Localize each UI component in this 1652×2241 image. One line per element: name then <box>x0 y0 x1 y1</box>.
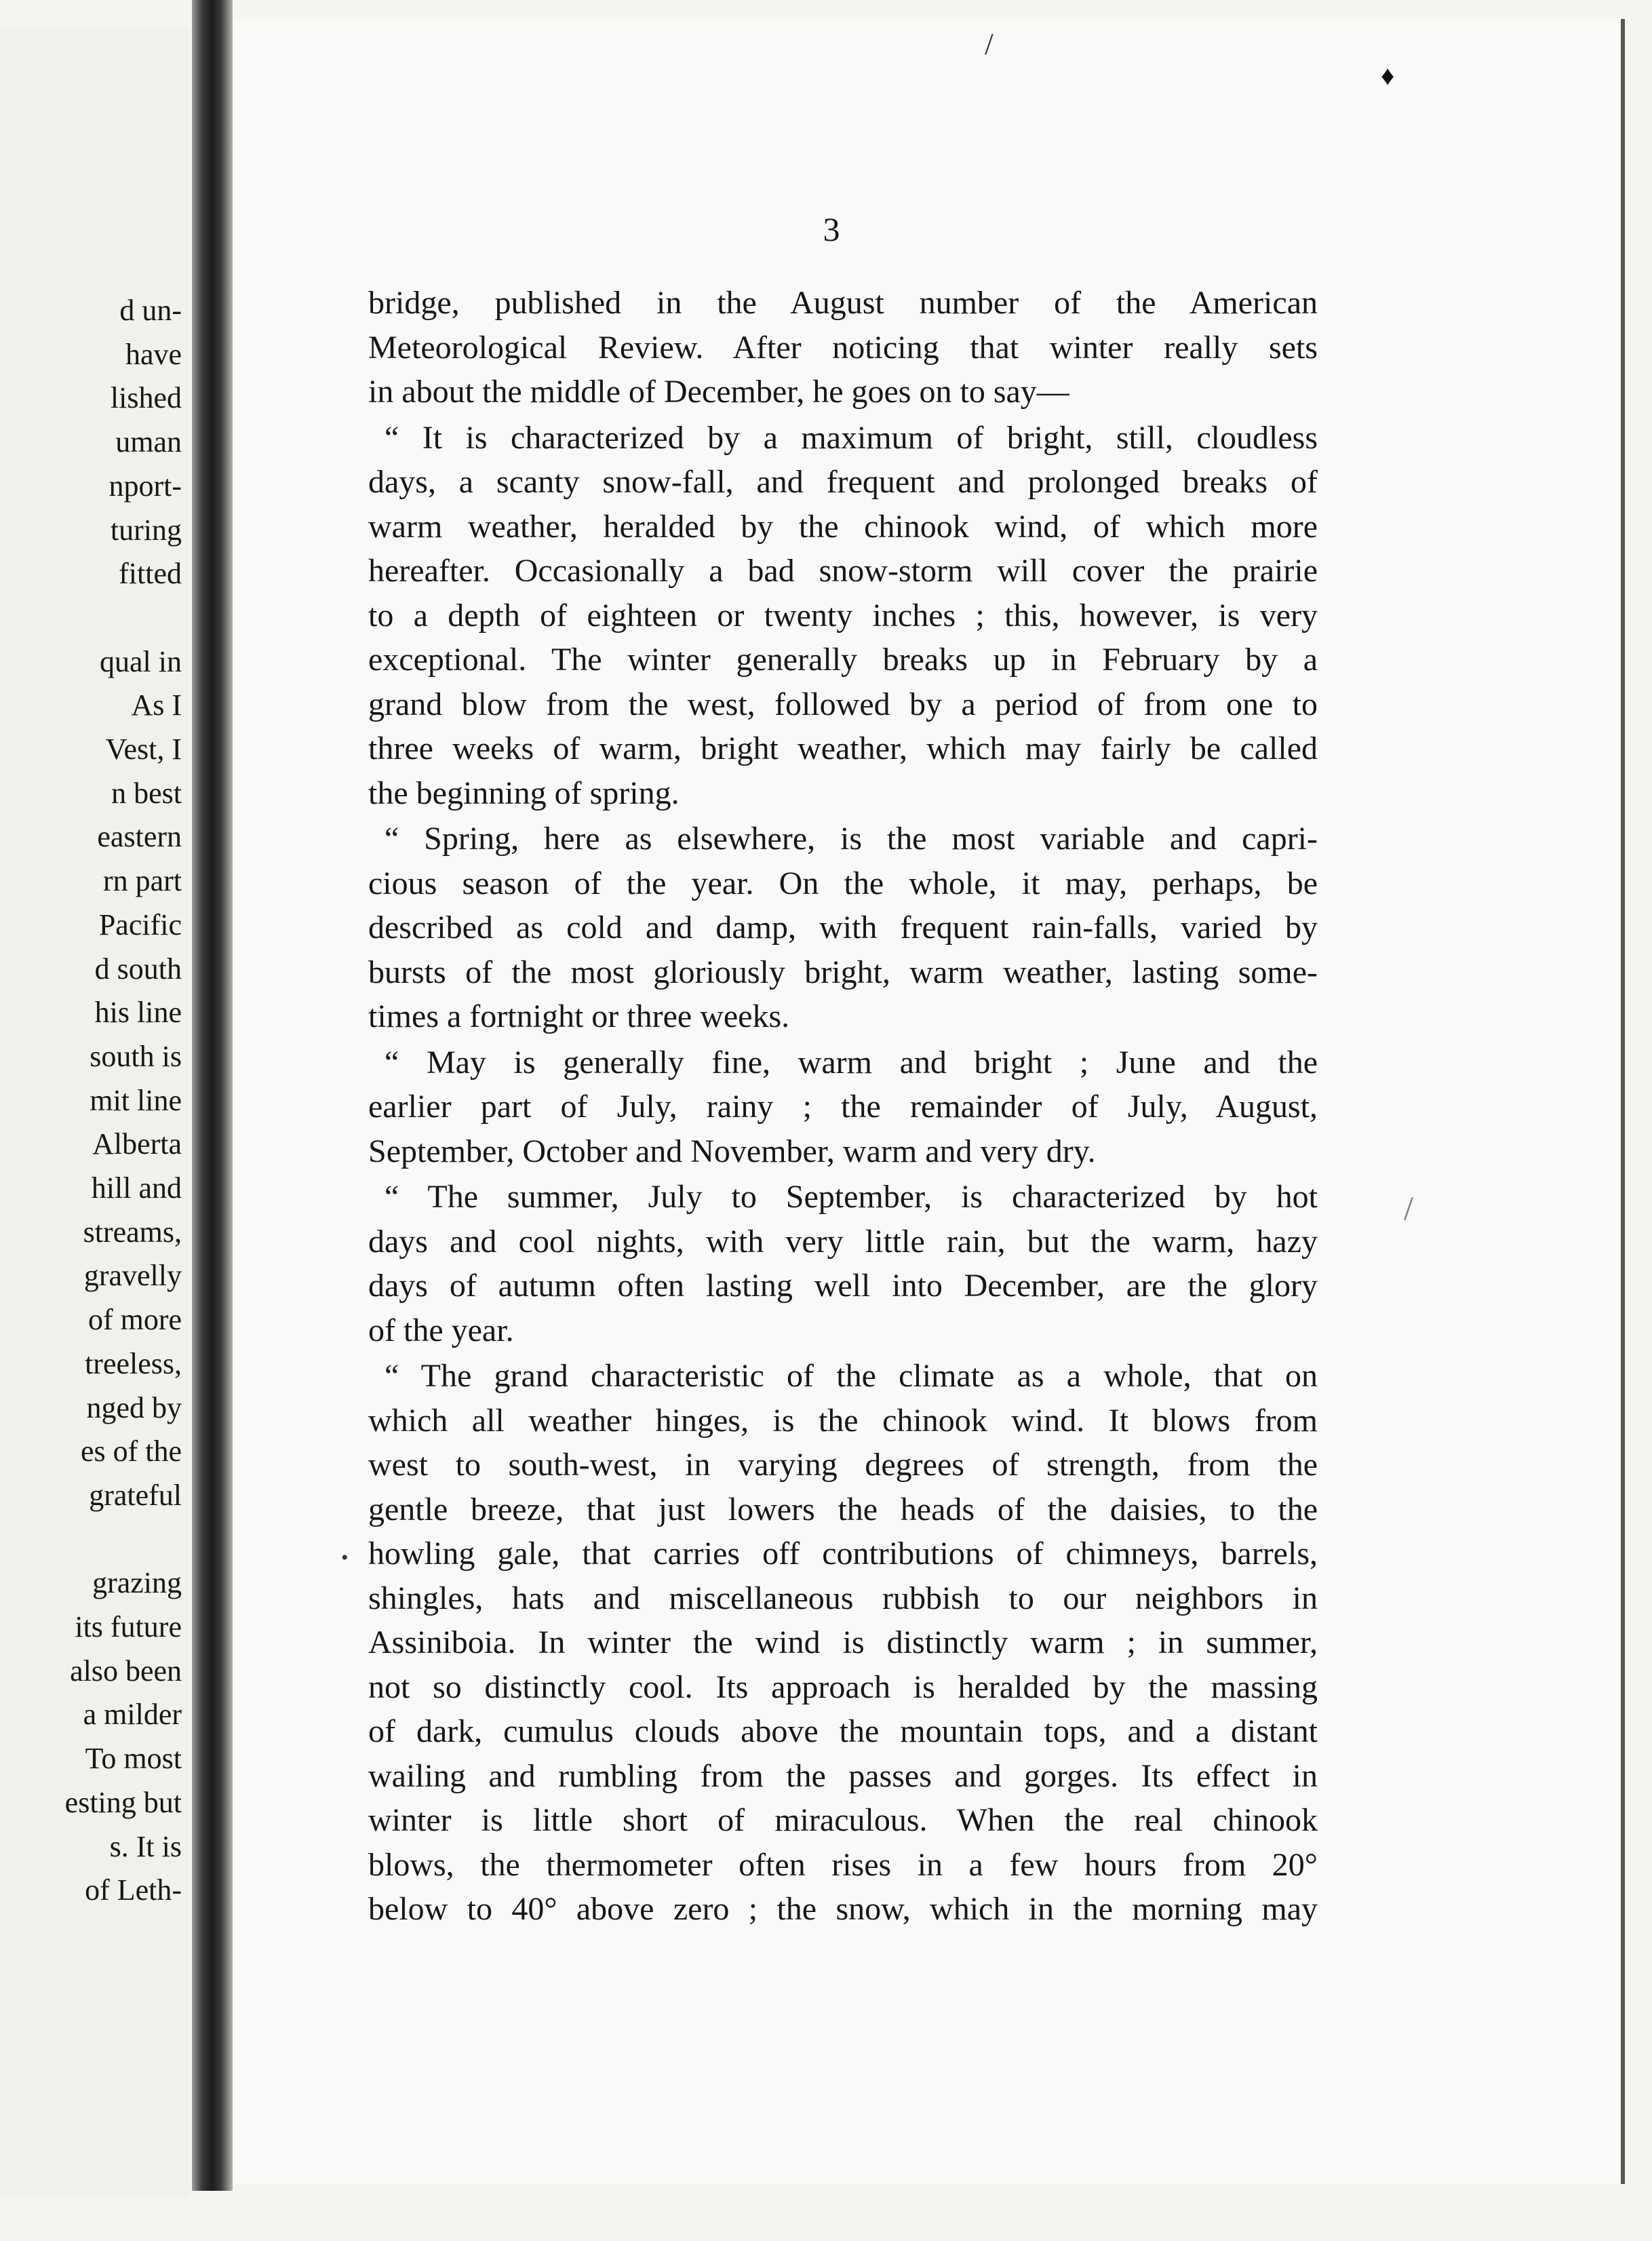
text-line: hereafter. Occasionally a bad snow-storm will cover the prairie <box>368 553 1318 589</box>
left-page-line: fitted <box>119 557 182 591</box>
text-line: exceptional. The winter generally breaks up in February by a <box>368 642 1318 678</box>
left-page-line: As I <box>131 688 182 722</box>
text-line: of dark, cumulus clouds above the mountain tops, and a distant <box>368 1713 1318 1749</box>
left-page-line: qual in <box>100 644 182 678</box>
left-page-line: nged by <box>86 1390 182 1424</box>
text-line: in about the middle of December, he goes on to say— <box>368 374 1069 410</box>
text-line: west to south-west, in varying degrees of strength, from the <box>368 1447 1318 1483</box>
left-page-line: a milder <box>83 1698 182 1732</box>
left-page-line: have <box>125 337 182 371</box>
text-line: “ May is generally fine, warm and bright ; June and the <box>385 1044 1318 1080</box>
text-line: times a fortnight or three weeks. <box>368 998 790 1034</box>
text-line: which all weather hinges, is the chinook wind. It blows from <box>368 1402 1318 1439</box>
left-page-line: grazing <box>92 1566 182 1600</box>
text-line: “ It is characterized by a maximum of bright, still, cloudless <box>385 419 1318 456</box>
text-line: September, October and November, warm and very dry. <box>368 1133 1096 1169</box>
left-page-line: treeless, <box>85 1346 182 1380</box>
text-line: not so distinctly cool. Its approach is heralded by the massing <box>368 1669 1318 1705</box>
text-line: below to 40° above zero ; the snow, which in the morning may <box>368 1891 1318 1927</box>
left-page-line: uman <box>115 425 182 459</box>
left-page-line: mit line <box>90 1083 182 1117</box>
left-page-line: hill and <box>91 1171 182 1205</box>
text-line: grand blow from the west, followed by a period of from one to <box>368 686 1318 722</box>
left-page-line: streams, <box>83 1215 182 1249</box>
text-line: wailing and rumbling from the passes and gorges. Its effect in <box>368 1757 1318 1794</box>
left-page-line: rn part <box>102 864 182 898</box>
text-line: the beginning of spring. <box>368 775 680 811</box>
left-page-line: Vest, I <box>105 733 182 766</box>
text-line: Assiniboia. In winter the wind is distinctly warm ; in summer, <box>368 1624 1318 1660</box>
text-line: blows, the thermometer often rises in a few hours from 20° <box>368 1846 1318 1883</box>
text-line: “ The summer, July to September, is characterized by hot <box>385 1179 1318 1215</box>
text-line: days, a scanty snow-fall, and frequent and prolonged breaks of <box>368 464 1318 500</box>
text-line: described as cold and damp, with frequent rain-falls, varied by <box>368 910 1318 946</box>
left-page-line: grateful <box>89 1478 182 1512</box>
left-page-line: his line <box>94 996 182 1030</box>
left-page-line: d un- <box>119 294 182 327</box>
left-page-line: its future <box>75 1610 182 1643</box>
text-line: Meteorological Review. After noticing that winter really sets <box>368 329 1318 366</box>
left-page-line: eastern <box>97 820 182 854</box>
left-page-line: turing <box>110 513 182 547</box>
left-page-line: d south <box>94 952 182 986</box>
left-page-line: es of the <box>80 1435 182 1468</box>
left-page-line: s. It is <box>109 1829 182 1863</box>
left-page-line: lished <box>110 381 182 415</box>
binding-gutter <box>192 0 233 2191</box>
left-page-line: nport- <box>109 469 182 503</box>
left-page-fragment <box>0 27 190 2198</box>
ink-mark: ♦ <box>1381 60 1395 91</box>
pencil-mark: / <box>985 26 994 61</box>
text-line: howling gale, that carries off contributions of chimneys, barrels, <box>368 1536 1318 1572</box>
left-page-line: of more <box>87 1303 182 1337</box>
page-number: 3 <box>823 210 840 248</box>
text-line: of the year. <box>368 1312 514 1348</box>
text-line: cious season of the year. On the whole, it may, perhaps, be <box>368 865 1318 901</box>
text-line: earlier part of July, rainy ; the remainder of July, August, <box>368 1089 1318 1125</box>
text-line: “ The grand characteristic of the climate as a whole, that on <box>385 1358 1318 1394</box>
pencil-mark: / <box>1404 1189 1413 1227</box>
ink-dot: • <box>341 1546 349 1569</box>
left-page-line: Pacific <box>98 908 182 941</box>
left-page-line: also been <box>70 1654 182 1688</box>
left-page-line: south is <box>90 1039 182 1073</box>
text-line: warm weather, heralded by the chinook wind, of which more <box>368 508 1318 545</box>
left-page-line: gravelly <box>83 1259 182 1293</box>
left-page-line: Alberta <box>92 1127 182 1161</box>
text-line: bridge, published in the August number of the American <box>368 285 1318 321</box>
text-line: days of autumn often lasting well into December, are the glory <box>368 1268 1318 1304</box>
left-page-line: of Leth- <box>85 1873 182 1907</box>
left-page-line: n best <box>111 776 182 810</box>
text-line: bursts of the most gloriously bright, warm weather, lasting some- <box>368 954 1318 990</box>
text-line: “ Spring, here as elsewhere, is the most variable and capri- <box>385 821 1318 857</box>
text-line: winter is little short of miraculous. When the real chinook <box>368 1802 1318 1838</box>
text-line: three weeks of warm, bright weather, which may fairly be called <box>368 730 1318 766</box>
text-line: shingles, hats and miscellaneous rubbish to our neighbors in <box>368 1580 1318 1616</box>
text-line: to a depth of eighteen or twenty inches ; this, however, is very <box>368 597 1318 634</box>
text-line: days and cool nights, with very little rain, but the warm, hazy <box>368 1223 1318 1260</box>
text-line: gentle breeze, that just lowers the heads of the daisies, to the <box>368 1491 1318 1527</box>
left-page-line: To most <box>85 1742 182 1776</box>
left-page-line: esting but <box>64 1785 182 1819</box>
